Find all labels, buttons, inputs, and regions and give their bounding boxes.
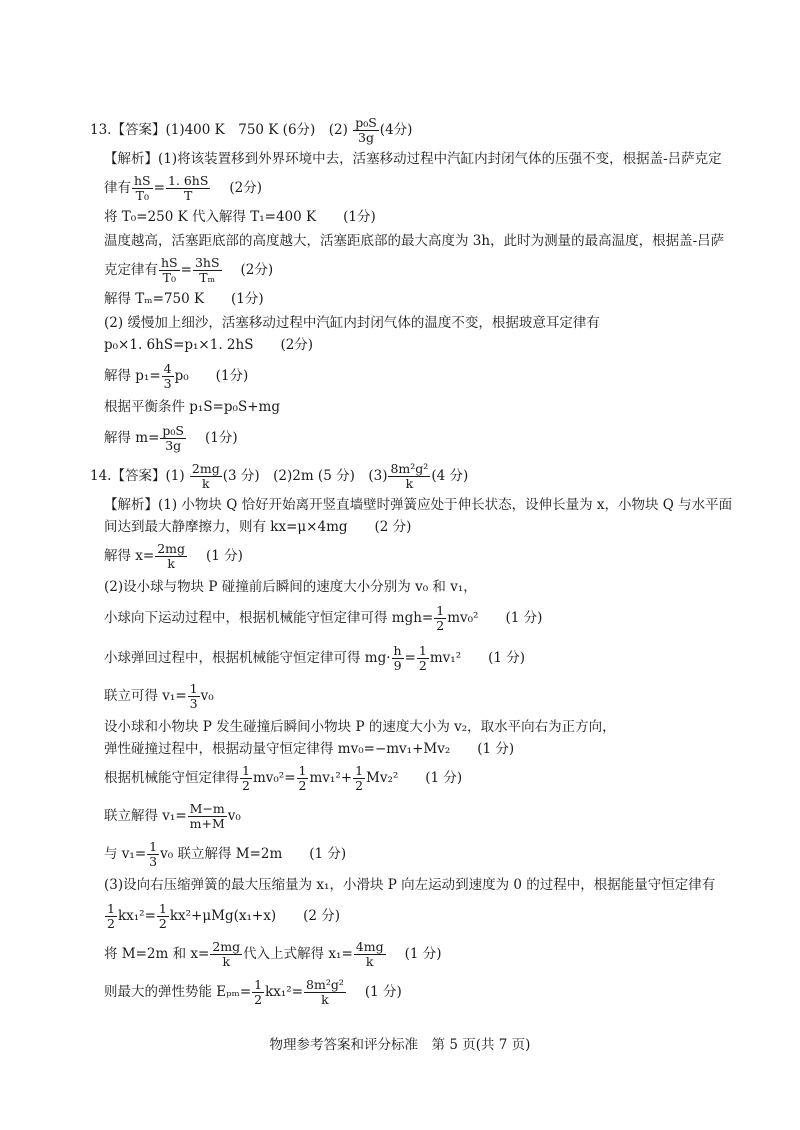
fraction bbox=[388, 462, 430, 491]
label: 根据机械能守恒定律得 bbox=[104, 770, 239, 786]
text: mv₀² (1 分) bbox=[447, 610, 543, 626]
fraction bbox=[240, 764, 252, 793]
q13-analysis-p2: 温度越高，活塞距底部的高度越大，活塞距底部的最大高度为 3h，此时为测量的最高温度，根据盖-吕萨 bbox=[104, 233, 725, 249]
frac-num: 4 bbox=[163, 361, 172, 376]
frac-den: 3 bbox=[189, 696, 198, 711]
fraction bbox=[210, 940, 242, 969]
frac-num: p₀S bbox=[162, 423, 184, 438]
label: 联立可得 v₁= bbox=[104, 688, 187, 704]
frac-num: 1 bbox=[242, 763, 250, 778]
q13-law2: 克定律有 $\frac{hS}{\text{T₀}}$ = $\frac{3hS}{\text{Tₘ}}$ (2分) bbox=[104, 255, 274, 285]
q14-analysis-p2: (2)设小球与物块 P 碰撞前后瞬间的速度大小分别为 v₀ 和 v₁， bbox=[104, 579, 477, 595]
frac-num: 1. 6hS bbox=[167, 173, 209, 188]
text: kx₁²= bbox=[265, 984, 304, 1000]
q13-law1: 律有 $\frac{hS}{\text{T₀}}$ = $\frac{1. 6hS}{T}$ (2分) bbox=[104, 173, 263, 203]
q14-solve bbox=[104, 802, 241, 831]
q13-analysis-p1: 【解析】(1)将该装置移到外界环境中去，活塞移动过程中汽缸内封闭气体的压强不变，根据盖-吕萨克定 bbox=[104, 151, 722, 167]
frac-den: 2 bbox=[158, 916, 167, 931]
q13-sol-m bbox=[104, 424, 238, 453]
fraction bbox=[252, 978, 264, 1007]
score: (2分) bbox=[240, 262, 274, 278]
label: 将 M=2m 和 x= bbox=[104, 946, 210, 962]
q13-answer-line bbox=[90, 116, 412, 145]
frac-num: 1 bbox=[107, 901, 115, 916]
fraction bbox=[190, 462, 222, 491]
fraction bbox=[188, 802, 227, 831]
frac-num: 8m²g² bbox=[390, 461, 429, 476]
q14-momentum: 弹性碰撞过程中，根据动量守恒定律得 mv₀=−mv₁+Mv₂ (1 分) bbox=[104, 741, 515, 757]
frac-num: 1 bbox=[158, 901, 167, 916]
fraction bbox=[157, 902, 169, 931]
label: 小球向下运动过程中，根据机械能守恒定律可得 mgh= bbox=[104, 610, 434, 626]
text: v₀ bbox=[200, 688, 214, 704]
fraction bbox=[105, 902, 117, 931]
label: 解得 x= bbox=[104, 548, 155, 564]
frac-num: 1 bbox=[298, 763, 307, 778]
frac-num: hS bbox=[134, 173, 151, 188]
frac-num: 1 bbox=[254, 977, 263, 992]
q14-v1 bbox=[104, 682, 214, 711]
q13-sub1: 将 T₀=250 K 代入解得 T₁=400 K (1分) bbox=[104, 209, 376, 225]
page-footer: 物理参考答案和评分标准 第 5 页(共 7 页) bbox=[269, 1037, 531, 1053]
q14-analysis-p1: 【解析】(1) 小物块 Q 恰好开始离开竖直墙壁时弹簧应处于伸长状态，设伸长量为 x，小物块 Q 与水平面 bbox=[104, 497, 733, 513]
label: 联立解得 v₁= bbox=[104, 808, 187, 824]
frac-num: 1 bbox=[149, 839, 158, 854]
frac-den: T bbox=[184, 188, 193, 203]
frac-num: hS bbox=[161, 255, 178, 270]
frac-den: 3 bbox=[163, 376, 172, 391]
frac-num: M−m bbox=[189, 801, 225, 816]
label: 则最大的弹性势能 Eₚₘ= bbox=[104, 984, 252, 1000]
frac-num: 4mg bbox=[355, 939, 384, 954]
q13-sol-tm: 解得 Tₘ=750 K (1分) bbox=[104, 291, 264, 307]
text: v₀ 联立解得 M=2m (1 分) bbox=[160, 846, 347, 862]
text: mv₀²= bbox=[252, 770, 296, 786]
text: kx²+μMg(x₁+x) (2 分) bbox=[169, 908, 340, 924]
frac-num: 1 bbox=[355, 763, 364, 778]
label: 解得 m= bbox=[104, 430, 160, 446]
score: (1 分) bbox=[206, 548, 243, 564]
frac-num: 2mg bbox=[212, 939, 241, 954]
score: (4分) bbox=[379, 122, 413, 138]
q14-epm bbox=[104, 978, 402, 1007]
q14-with bbox=[104, 840, 346, 869]
frac-num: 3hS bbox=[194, 255, 220, 270]
fraction bbox=[392, 644, 404, 673]
fraction bbox=[353, 764, 365, 793]
score: (4 分) bbox=[431, 468, 469, 484]
text: 代入上式解得 x₁= bbox=[243, 946, 353, 962]
q14-analysis-p3: 设小球和小物块 P 发生碰撞后瞬间小物块 P 的速度大小为 v₂，取水平向右为正方向， bbox=[104, 719, 616, 735]
fraction bbox=[162, 362, 174, 391]
q14-sub bbox=[104, 940, 442, 969]
frac-num: 2mg bbox=[157, 541, 186, 556]
frac-den: 2 bbox=[418, 658, 427, 673]
frac-den: 9 bbox=[393, 658, 402, 673]
frac-den: k bbox=[167, 556, 175, 571]
frac-num: h bbox=[393, 643, 402, 658]
text: mv₁²+ bbox=[309, 770, 353, 786]
frac-den: 3g bbox=[358, 130, 374, 145]
frac-num: 2mg bbox=[191, 461, 220, 476]
frac-den: k bbox=[202, 476, 210, 491]
q13-answer-text: 13.【答案】(1)400 K 750 K (6分) (2) bbox=[90, 122, 353, 138]
frac-num: 1 bbox=[436, 603, 445, 618]
fraction bbox=[132, 174, 153, 203]
q13-balance: 根据平衡条件 p₁S=p₀S+mg bbox=[104, 399, 280, 415]
frac-den: 2 bbox=[242, 778, 250, 793]
fraction bbox=[188, 682, 200, 711]
text: Mv₂² (1 分) bbox=[366, 770, 463, 786]
frac-den: k bbox=[222, 954, 231, 969]
frac-den: k bbox=[365, 954, 374, 969]
text: kx₁²= bbox=[117, 908, 156, 924]
fraction bbox=[193, 256, 222, 285]
fraction bbox=[147, 840, 159, 869]
fraction bbox=[159, 256, 180, 285]
fraction bbox=[304, 978, 346, 1007]
frac-den: T₀ bbox=[162, 270, 176, 285]
frac-den: T₀ bbox=[135, 188, 149, 203]
frac-den: 2 bbox=[254, 992, 263, 1007]
q13-answer-fraction bbox=[353, 116, 379, 145]
text: mv₁² (1 分) bbox=[429, 650, 526, 666]
text: p₀ (1分) bbox=[174, 368, 249, 384]
frac-den: 3 bbox=[149, 854, 158, 869]
frac-num: 1 bbox=[189, 681, 198, 696]
frac-den: 3g bbox=[165, 438, 182, 453]
fraction bbox=[297, 764, 309, 793]
fraction bbox=[155, 542, 187, 571]
frac-den: 2 bbox=[355, 778, 364, 793]
label: 克定律有 bbox=[104, 262, 158, 278]
q13-analysis-p3: (2) 缓慢加上细沙，活塞移动过程中汽缸内封闭气体的温度不变，根据玻意耳定律有 bbox=[104, 315, 600, 331]
q14-energy bbox=[104, 764, 462, 793]
label: 与 v₁= bbox=[104, 846, 147, 862]
q14-down bbox=[104, 604, 542, 633]
fraction bbox=[434, 604, 446, 633]
q14-sol-x bbox=[104, 542, 243, 571]
fraction bbox=[166, 174, 210, 203]
fraction bbox=[417, 644, 429, 673]
frac-num: 8m²g² bbox=[306, 977, 344, 992]
fraction bbox=[354, 940, 386, 969]
q14-analysis-p1b: 间达到最大静摩擦力，则有 kx=μ×4mg (2 分) bbox=[104, 519, 412, 535]
frac-den: 2 bbox=[298, 778, 307, 793]
fraction bbox=[160, 424, 186, 453]
frac-den: 2 bbox=[107, 916, 115, 931]
q13-boyle: p₀×1. 6hS=p₁×1. 2hS (2分) bbox=[104, 337, 314, 353]
q14-up bbox=[104, 644, 525, 673]
frac-den: 2 bbox=[436, 618, 445, 633]
frac-den: k bbox=[405, 476, 414, 491]
frac-den: Tₘ bbox=[199, 270, 216, 285]
label: 14.【答案】(1) bbox=[90, 468, 189, 484]
score: (1 分) bbox=[364, 984, 402, 1000]
equals: = bbox=[404, 650, 416, 666]
label: 解得 p₁= bbox=[104, 368, 161, 384]
frac-den: k bbox=[321, 992, 329, 1007]
score: (3 分) (2)2m (5 分) (3) bbox=[222, 468, 388, 484]
frac-num: p₀S bbox=[355, 115, 377, 130]
label: 律有 bbox=[104, 180, 131, 196]
text: v₀ bbox=[227, 808, 241, 824]
q14-analysis-p4: (3)设向右压缩弹簧的最大压缩量为 x₁，小滑块 P 向左运动到速度为 0 的过程中，根据能量守恒定律有 bbox=[104, 877, 716, 893]
frac-num: 1 bbox=[418, 643, 427, 658]
score: (1 分) bbox=[404, 946, 442, 962]
q14-answer-line bbox=[90, 462, 468, 491]
score: (1分) bbox=[204, 430, 238, 446]
q13-sol-p1 bbox=[104, 362, 248, 391]
frac-den: m+M bbox=[189, 816, 225, 831]
label: 小球弹回过程中，根据机械能守恒定律可得 mg· bbox=[104, 650, 391, 666]
q14-econs bbox=[104, 902, 340, 931]
score: (2分) bbox=[229, 180, 263, 196]
